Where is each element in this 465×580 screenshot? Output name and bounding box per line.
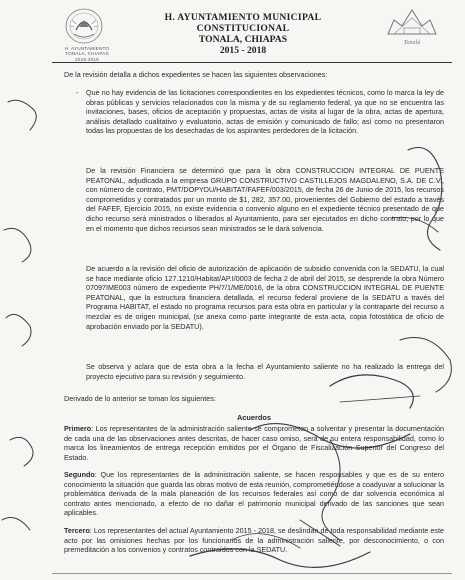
footer-divider [52, 573, 452, 574]
observation-3: De acuerdo a la revisión del oficio de autorización de aplicación de subsidio convenida con la SEDATU, la cual se hace mediante oficio 127.1210/Habitat/AP.I/0003 de fecha 2 de abril del 2015, se desprende la obra Número 07097IME003 número de expediente PH/7/1/ME/0016, de la obra CONSTRUCCION INTEGRAL DE PUENTE PEATONAL, que la estructura financiera detallada, el recurso federal proviene de la SEDATU a través del Programa HABITAT, el estado no programa recursos para esta obra en particular y la contraparte del recurso a mezclar es de origen municipal, (se anexa como parte integrante de esta acta, copia fotostática de oficio de aprobación enviado por la SEDATU). [86, 264, 444, 331]
tercero-text: : Los representantes del actual Ayuntamiento 2015 - 2018, se deslindan de toda responsabilidad mediante este acto por las omisiones hechas por los funcionarios de la administración saliente, por desconocimiento, o con premeditación a los convenios y contratos contraídos con la SEDATU. [64, 526, 444, 555]
title-line-1: H. AYUNTAMIENTO MUNICIPAL CONSTITUCIONAL [164, 12, 322, 34]
seal-caption: H. AYUNTAMIENTO TONALA, CHIAPAS 2015-2018 [64, 46, 110, 62]
primero-text: : Los representantes de la administración saliente se comprometen a solventar y presentar la documentación de cada una de las observaciones antes descritas, de hacer caso omiso, será de su entera responsabilidad, como lo marca los lineamientos de entrega recepción emitidos por el Órgano de Fiscalización Superior del Congreso del Estado. [64, 424, 444, 462]
coat-of-arms-seal [62, 6, 106, 46]
observation-1: Que no hay evidencia de las licitaciones correspondientes en los expedientes técnicos, como lo marca la ley de obras públicas y servicios relacionados con la misma y de su reglamento federal, ya que no se encuentra las invitaciones, bases, oficios de aceptación y propuestas, actas de visita al lugar de la obra, actas de apertura, análisis detallado cualitativo y evaluatorio, actas de emisión y comunicado de fallo; así como no presentaron todas las propuestas de los desechadas de los aspirantes perdedores de la licitación. [86, 88, 444, 136]
municipal-logo [384, 4, 440, 42]
acuerdos-heading: Acuerdos [236, 413, 272, 422]
derivado-text: Derivado de lo anterior se toman los siguientes: [64, 394, 216, 403]
segundo-text: : Que los representantes de la administración saliente, se hacen responsables y que es de su entero conocimiento la situación que guarda las obras motivo de esta reunión, comprometiéndose a coadyuvar a solucionar la problemática derivada de la mala planeación de los recursos federales así como de dar solvencia económica al contrato antes mencionado, a efecto de no dañar el patrimonio municipal derivado de las sanciones que sean aplicables. [64, 470, 444, 518]
agreement-tercero [64, 526, 444, 555]
segundo-label: Segundo [64, 470, 95, 479]
bullet-1: - [76, 88, 79, 97]
letterhead-title [138, 12, 348, 56]
tercero-label: Tercero [64, 526, 90, 535]
observation-4: Se observa y aclara que de esta obra a la fecha el Ayuntamiento saliente no ha realizado la entrega del proyecto ejecutivo para su revisión y seguimiento. [86, 362, 444, 381]
primero-label: Primero [64, 424, 92, 433]
title-line-2: TONALA, CHIAPAS [198, 34, 288, 45]
intro-text: De la revisión detalla a dichos expedientes se hacen las siguientes observaciones: [64, 70, 328, 79]
agreement-primero [64, 424, 444, 462]
observation-2: De la revisión Financiera se determinó que para la obra CONSTRUCCION INTEGRAL DE PUENTE PEATONAL, adjudicada a la empresa GRUPO CONSTRUCTIVO CASTILLEJOS MAGDALENO, S.A. DE C.V., con número de contrato, PMT/DOPYDU/HABITAT/FAFEF/003/2015, de fecha 26 de Junio de 2015, los recursos comprometidos y contratados por un monto de $1, 282, 357.00, provenientes del Gobierno del estado a través del FAFEF, Ejercicio 2015, no existe evidencia o convenio alguno en el expediente técnico presentado de que dicho recurso será ministrados o liberados al Ayuntamiento, para ser ejecutados en dicho contrato, por lo que en el momento que dichos recursos sean ministrados se le dará solvencia. [86, 166, 444, 233]
agreement-segundo [64, 470, 444, 518]
title-line-3: 2015 - 2018 [219, 45, 267, 56]
logo-caption: Tonalá [403, 40, 421, 46]
header-divider [52, 62, 452, 63]
